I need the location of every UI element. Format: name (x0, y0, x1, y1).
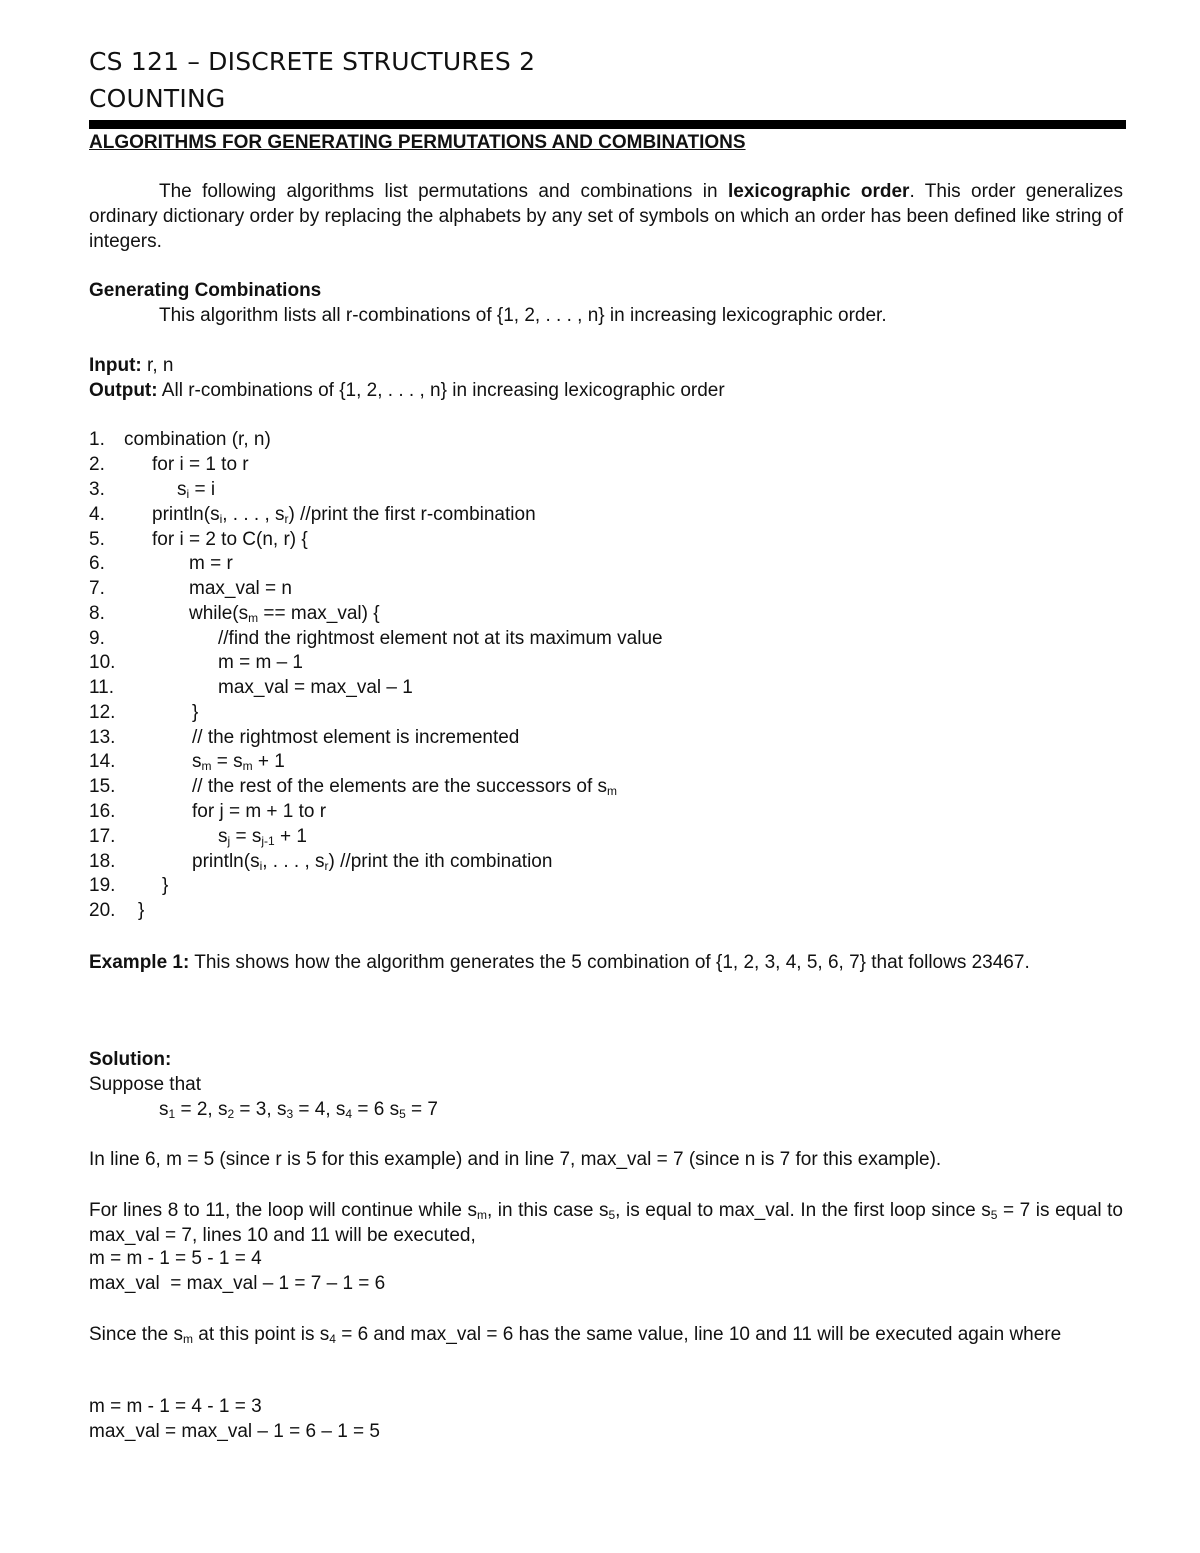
calc-line-4: max_val = max_val – 1 = 6 – 1 = 5 (89, 1421, 380, 1442)
code-line-3: $s_i = i$ (177, 479, 216, 501)
course-title: CS 121 – DISCRETE STRUCTURES 2 (89, 47, 536, 76)
solution-label: Solution: (89, 1049, 172, 1070)
line-number: 20. (89, 900, 116, 921)
input-value: r, n (141, 355, 174, 376)
header-rule (89, 120, 1126, 129)
line-number: 5. (89, 529, 105, 550)
code-line-2: for i = 1 to r (152, 454, 249, 475)
line-number: 18. (89, 851, 116, 872)
line6-7-explanation: In line 6, m = 5 (since r is 5 for this example) and in line 7, max_val = 7 (since n is 7 for this example). (89, 1149, 942, 1170)
code-line-13: // the rightmost element is incremented (192, 727, 520, 748)
line-number: 16. (89, 801, 116, 822)
line-number: 2. (89, 454, 105, 475)
example-paragraph (89, 950, 1123, 975)
line-number: 4. (89, 504, 105, 525)
line-number: 14. (89, 751, 116, 772)
intro-text-2: . This order generalizes ordinary dictionary order by replacing the alphabets by any set of symbols on which an order has been defined like string of integers. (89, 181, 1123, 252)
line-number: 7. (89, 578, 105, 599)
line-number: 8. (89, 603, 105, 624)
line-number: 13. (89, 727, 116, 748)
line-number: 3. (89, 479, 105, 500)
line-number: 15. (89, 776, 116, 797)
code-line-18: $println(s_i$, . . . , $s_r$) //print the ith combination (192, 851, 553, 873)
code-line-14: $s_m = s_m + 1$ (192, 751, 285, 773)
code-line-9: //find the rightmost element not at its maximum value (218, 628, 663, 649)
code-line-17: $s_j = s_{j-1} + 1$ (218, 826, 307, 848)
line-number: 6. (89, 553, 105, 574)
code-line-5: for i = 2 to C(n, r) { (152, 529, 308, 550)
line-number: 12. (89, 702, 116, 723)
code-line-20: } (138, 900, 145, 921)
code-line-11: max_val = max_val – 1 (218, 677, 413, 698)
gen-combinations-heading: Generating Combinations (89, 280, 322, 301)
section-heading: ALGORITHMS FOR GENERATING PERMUTATIONS AND COMBINATIONS (89, 132, 746, 153)
suppose-line: Suppose that (89, 1074, 201, 1095)
input-label: Input: (89, 355, 142, 376)
line-number: 11. (89, 677, 115, 698)
line-number: 9. (89, 628, 105, 649)
code-line-15: // the rest of the elements are the successors of $s_m$ (192, 776, 618, 798)
intro-bold-term: lexicographic order (727, 181, 910, 202)
output-label: Output: (89, 380, 158, 401)
topic-title: COUNTING (89, 84, 226, 113)
example-label: Example 1: (89, 952, 190, 973)
code-line-10: m = m – 1 (218, 652, 303, 673)
line-number: 19. (89, 875, 116, 896)
code-line-16: for j = m + 1 to r (192, 801, 327, 822)
example-text: This shows how the algorithm generates the 5 combination of {1, 2, 3, 4, 5, 6, 7} that follows 23467. (189, 952, 1030, 973)
line-number: 10. (89, 652, 116, 673)
code-line-4: $println(s_i$, . . . , $s_r$) //print the first r-combination (152, 504, 536, 526)
intro-text-1: The following algorithms list permutations and combinations in (159, 181, 728, 202)
intro-paragraph (89, 179, 1123, 254)
code-line-19: } (162, 875, 169, 896)
loop-explanation: For lines 8 to 11, the loop will continue while $s_m$, in this case $s_5$, is equal to max_val. In the first loop since $s_5 = 7$ is equal to max_val = 7, lines 10 and 11 will be executed, (89, 1200, 1123, 1246)
calc-line-2: max_val = max_val – 1 = 7 – 1 = 6 (89, 1273, 386, 1294)
code-line-6: m = r (189, 553, 233, 574)
input-line (89, 355, 173, 377)
code-line-7: max_val = n (189, 578, 292, 599)
calc-line-1: m = m - 1 = 5 - 1 = 4 (89, 1248, 262, 1269)
gen-combinations-description: This algorithm lists all r-combinations of {1, 2, . . . , n} in increasing lexicographic order. (159, 305, 887, 326)
output-value: All r-combinations of {1, 2, . . . , n} in increasing lexicographic order (157, 380, 725, 401)
code-line-12: } (192, 702, 199, 723)
output-line (89, 380, 725, 402)
calc-line-3: m = m - 1 = 4 - 1 = 3 (89, 1396, 262, 1417)
since-explanation: Since the $s_m$ at this point is $s_4 = 6$ and max_val = 6 has the same value, line 10 and 11 will be executed again where (89, 1324, 1062, 1346)
code-line-8: $while(s_m$ == max_val) { (189, 603, 380, 625)
line-number: 1. (89, 429, 105, 450)
values-line: $s_1 = 2$, $s_2 = 3$, $s_3 = 4$, $s_4 = 6$ $s_5 = 7$ (159, 1099, 439, 1121)
code-line-1: combination (r, n) (124, 429, 271, 450)
line-number: 17. (89, 826, 116, 847)
